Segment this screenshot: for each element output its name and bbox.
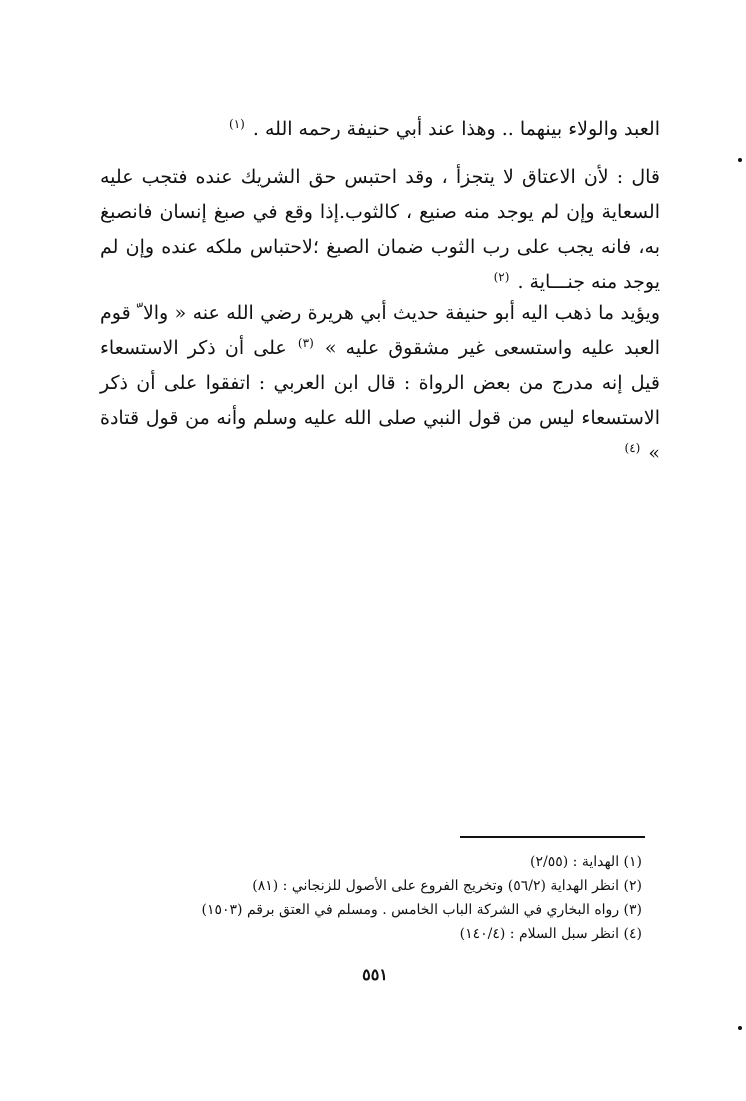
footnote-ref-3: (٣) bbox=[297, 335, 314, 350]
main-text-paragraph-1 bbox=[100, 112, 660, 147]
footnote-ref-2: (٢) bbox=[493, 269, 510, 284]
main-text-paragraph-2 bbox=[100, 160, 660, 300]
footnote-4: (٤) انظر سبل السلام : (١٤٠/٤) bbox=[459, 926, 642, 942]
scan-speck bbox=[738, 1026, 742, 1030]
paragraph-text: قال : لأن الاعتاق لا يتجزأ ، وقد احتبس حق الشريك عنده فتجب عليه السعاية وإن لم يوجد منه صنيع ، كالثوب.إذا وقع في صبغ إنسان فانصبغ به، فانه يجب على رب الثوب ضمان الصبغ ؛لاحتباس ملكه عنده وإن لم يوجد منه جنـــاية . bbox=[100, 166, 660, 293]
paragraph bbox=[100, 296, 660, 471]
paragraph bbox=[100, 160, 660, 300]
footnotes-section bbox=[180, 850, 642, 946]
footnote-3: (٣) رواه البخاري في الشركة الباب الخامس . ومسلم في العتق برقم (١٥٠٣) bbox=[201, 902, 642, 918]
footnote-divider bbox=[460, 836, 645, 838]
footnote-ref-4: (٤) bbox=[624, 440, 641, 455]
paragraph-text: ويؤيد ما ذهب اليه أبو حنيفة حديث أبي هريرة رضي الله عنه « والا ّ قوم العبد عليه واستسعى غير مشقوق عليه » bbox=[100, 302, 660, 359]
footnote-2: (٢) انظر الهداية (٥٦/٢) وتخريج الفروع على الأصول للزنجاني : (٨١) bbox=[252, 878, 642, 894]
paragraph-text: على أن ذكر الاستسعاء قيل إنه مدرج من بعض الرواة : قال ابن العربي : اتفقوا على أن ذكر الاستسعاء ليس من قول النبي صلى الله عليه وسلم وأنه من قول قتادة » bbox=[100, 337, 660, 464]
page-number: ٥٥١ bbox=[362, 965, 388, 984]
main-text-paragraph-3 bbox=[100, 296, 660, 471]
scan-speck bbox=[738, 158, 742, 162]
footnote-1: (١) الهداية : (٢/٥٥) bbox=[530, 854, 642, 870]
paragraph-text: العبد والولاء بينهما .. وهذا عند أبي حنيفة رحمه الله . bbox=[252, 118, 660, 140]
paragraph bbox=[100, 112, 660, 147]
footnote-ref-1: (١) bbox=[229, 116, 245, 131]
